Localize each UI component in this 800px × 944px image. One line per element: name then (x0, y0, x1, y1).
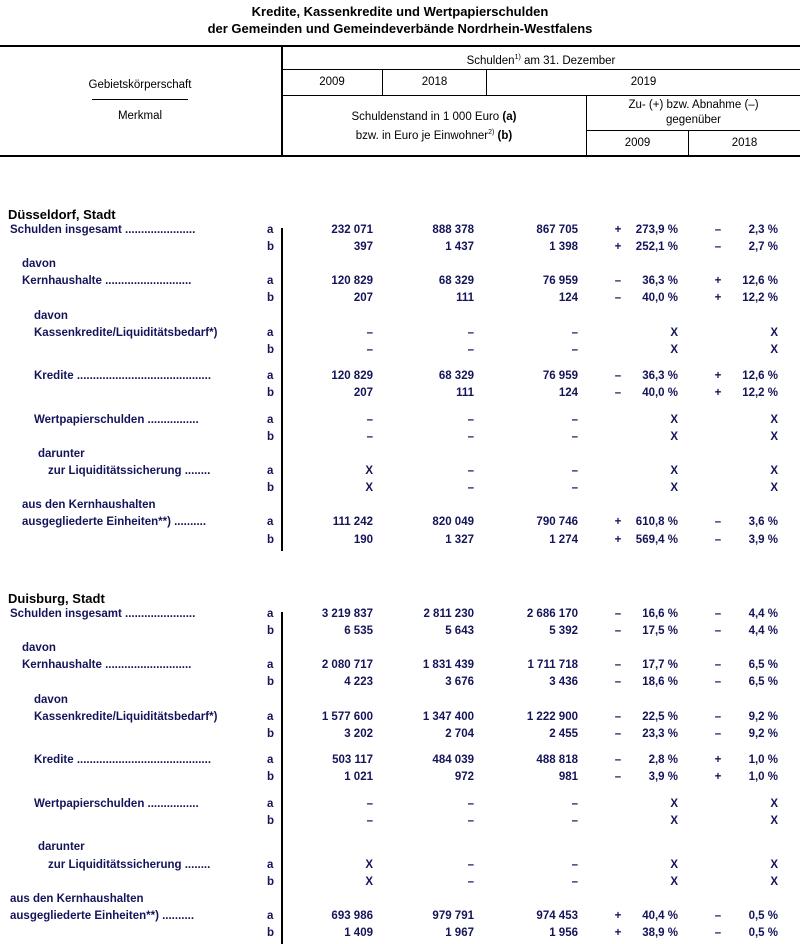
change-2018: X (770, 875, 778, 888)
value-2009: – (366, 814, 373, 827)
value-2019: – (571, 413, 578, 426)
value-2018: 820 049 (432, 516, 474, 529)
value-2018: – (467, 814, 474, 827)
row-ab-marker: b (267, 482, 275, 495)
change-2009: 36,3 % (642, 275, 678, 288)
row-label: Kernhaushalte ........................... (22, 659, 192, 672)
value-2019: 2 455 (549, 727, 578, 740)
change-2018: X (770, 430, 778, 443)
change-2018: 2,3 % (748, 224, 778, 236)
value-2009: – (366, 413, 373, 426)
header-schuldenstand-line2: bzw. in Euro je Einwohner$^{2)}$ (b) (355, 129, 513, 142)
header-change-line2: gegenüber (666, 114, 721, 126)
value-2019: 1 956 (549, 926, 578, 939)
row-label: Kassenkredite/Liquiditätsbedarf*) (34, 710, 218, 723)
change-sign-2009: – (614, 754, 622, 767)
change-sign-2009: – (614, 387, 622, 400)
value-2019: 124 (558, 292, 578, 305)
change-sign-2009: – (614, 370, 622, 383)
value-2009: 6 535 (344, 625, 373, 638)
change-sign-2009: + (614, 909, 622, 922)
row-ab-marker: b (267, 625, 275, 638)
row-ab-marker: a (267, 858, 274, 871)
change-sign-2009: + (614, 926, 622, 939)
header-merkmal: Merkmal (117, 110, 163, 122)
value-2019: 974 453 (536, 909, 578, 922)
row-ab-marker: a (267, 659, 274, 672)
change-2018: 9,2 % (748, 727, 778, 740)
row-ab-marker: b (267, 241, 275, 254)
header-schuldenstand-line1: Schuldenstand in 1 000 Euro (a) (351, 111, 517, 123)
change-2018: 1,0 % (748, 754, 778, 767)
value-2019: – (571, 343, 578, 356)
row-ab-marker: a (267, 370, 274, 383)
change-2018: X (770, 326, 778, 339)
row-ab-marker: b (267, 387, 275, 400)
value-2019: 3 436 (549, 676, 578, 689)
table-title-line1: Kredite, Kassenkredite und Wertpapierschulden (251, 4, 549, 19)
row-label: Wertpapierschulden ................ (34, 413, 199, 426)
value-2009: 1 409 (344, 926, 373, 939)
header-gebietskoerperschaft: Gebietskörperschaft (88, 79, 192, 91)
value-2009: 190 (353, 533, 373, 546)
value-2018: 68 329 (438, 275, 474, 288)
value-2019: 1 222 900 (526, 710, 578, 723)
value-2018: 3 676 (445, 676, 474, 689)
change-sign-2009: + (614, 533, 622, 546)
row-ab-marker: b (267, 875, 275, 888)
value-2018: 1 437 (445, 241, 474, 254)
header-change-2018: 2018 (731, 137, 758, 149)
value-2019: 867 705 (536, 224, 578, 236)
change-2009: X (670, 875, 678, 888)
value-2018: 1 831 439 (422, 659, 474, 672)
row-ab-marker: a (267, 797, 274, 810)
row-ab-marker: a (267, 326, 274, 339)
row-label: Kredite .......................................... (34, 370, 212, 383)
value-2019: – (571, 326, 578, 339)
change-sign-2018: – (714, 516, 722, 529)
change-sign-2018: + (714, 370, 722, 383)
section-vertical-rule (281, 612, 283, 944)
value-2018: – (467, 797, 474, 810)
row-label: aus den Kernhaushalten (10, 892, 144, 905)
row-ab-marker: a (267, 224, 274, 236)
value-2018: 1 327 (445, 533, 474, 546)
row-label: davon (34, 309, 68, 322)
value-2009: X (365, 482, 373, 495)
value-2009: 207 (353, 387, 373, 400)
value-2018: – (467, 343, 474, 356)
header-year-2019: 2019 (630, 76, 657, 88)
change-2009: X (670, 858, 678, 871)
value-2019: 76 959 (542, 370, 578, 383)
change-sign-2018: – (714, 625, 722, 638)
header-rule-years (282, 95, 800, 96)
row-ab-marker: b (267, 430, 275, 443)
change-2018: 0,5 % (748, 909, 778, 922)
change-sign-2018: – (714, 224, 722, 236)
value-2018: – (467, 430, 474, 443)
value-2018: 111 (456, 292, 474, 305)
row-label: zur Liquiditätssicherung ........ (48, 465, 211, 478)
value-2009: X (365, 875, 373, 888)
change-2009: 22,5 % (642, 710, 678, 723)
change-2018: 6,5 % (748, 676, 778, 689)
change-2009: 252,1 % (635, 241, 678, 254)
row-label: Kassenkredite/Liquiditätsbedarf*) (34, 326, 218, 339)
change-2009: 16,6 % (642, 608, 678, 620)
row-ab-marker: b (267, 292, 275, 305)
value-2018: 2 811 230 (423, 608, 474, 620)
change-sign-2009: – (614, 771, 622, 784)
value-2009: 2 080 717 (321, 659, 373, 672)
change-sign-2009: – (614, 608, 622, 620)
row-label: ausgegliederte Einheiten**) .......... (10, 909, 195, 922)
change-sign-2018: + (714, 771, 722, 784)
value-2018: 1 347 400 (422, 710, 474, 723)
change-2018: 12,2 % (742, 292, 778, 305)
row-label: davon (34, 693, 68, 706)
value-2009: – (366, 430, 373, 443)
value-2019: – (571, 875, 578, 888)
row-label: Wertpapierschulden ................ (34, 797, 199, 810)
header-top-rule (0, 45, 800, 47)
row-ab-marker: b (267, 343, 275, 356)
change-2009: 40,4 % (642, 909, 678, 922)
row-ab-marker: a (267, 413, 274, 426)
change-2018: 3,6 % (748, 516, 778, 529)
header-rule-change (586, 130, 800, 131)
change-2009: 17,7 % (642, 659, 678, 672)
value-2018: – (467, 875, 474, 888)
value-2019: 790 746 (536, 516, 578, 529)
change-2018: 4,4 % (748, 608, 778, 620)
change-2009: 2,8 % (648, 754, 678, 767)
header-rule-schulden (282, 69, 800, 70)
change-sign-2018: + (714, 387, 722, 400)
change-2009: X (670, 814, 678, 827)
change-sign-2009: – (614, 625, 622, 638)
change-sign-2018: – (714, 710, 722, 723)
value-2018: – (467, 482, 474, 495)
value-2018: 979 791 (432, 909, 474, 922)
value-2019: 124 (558, 387, 578, 400)
header-change-2009: 2009 (624, 137, 651, 149)
row-ab-marker: a (267, 710, 274, 723)
change-sign-2009: – (614, 710, 622, 723)
change-2018: 1,0 % (748, 771, 778, 784)
change-2009: 38,9 % (642, 926, 678, 939)
header-bottom-rule (0, 155, 800, 157)
change-sign-2009: – (614, 659, 622, 672)
change-sign-2009: + (614, 224, 622, 236)
change-sign-2018: – (714, 608, 722, 620)
change-2018: 3,9 % (748, 533, 778, 546)
change-2018: X (770, 413, 778, 426)
row-label: Kernhaushalte ........................... (22, 275, 192, 288)
value-2019: 5 392 (549, 625, 578, 638)
value-2009: 1 577 600 (321, 710, 373, 723)
value-2018: 5 643 (445, 625, 474, 638)
change-2009: 36,3 % (642, 370, 678, 383)
row-ab-marker: b (267, 676, 275, 689)
change-2009: 569,4 % (635, 533, 678, 546)
header-year-2018: 2018 (421, 76, 448, 88)
value-2018: 68 329 (438, 370, 474, 383)
value-2018: – (467, 413, 474, 426)
value-2019: 488 818 (536, 754, 578, 767)
change-2009: 40,0 % (642, 387, 678, 400)
value-2018: 111 (456, 387, 474, 400)
change-2018: 4,4 % (748, 625, 778, 638)
change-2009: 40,0 % (642, 292, 678, 305)
row-label: davon (22, 258, 56, 271)
change-sign-2018: – (714, 727, 722, 740)
value-2018: 2 704 (445, 727, 474, 740)
change-2009: 17,5 % (642, 625, 678, 638)
value-2009: 207 (353, 292, 373, 305)
value-2009: 232 071 (331, 224, 373, 236)
value-2018: – (467, 858, 474, 871)
value-2019: – (571, 482, 578, 495)
change-sign-2018: – (714, 241, 722, 254)
change-2009: X (670, 797, 678, 810)
value-2009: X (365, 465, 373, 478)
header-schulden-am: Schulden$^{1)}$ am 31. Dezember (466, 54, 616, 67)
change-sign-2018: + (714, 275, 722, 288)
value-2018: – (467, 465, 474, 478)
value-2019: 1 711 718 (527, 659, 578, 672)
table-title-line2: der Gemeinden und Gemeindeverbände Nordrhein-Westfalens (207, 21, 593, 36)
row-ab-marker: b (267, 533, 275, 546)
value-2009: 120 829 (331, 370, 373, 383)
change-2009: X (670, 413, 678, 426)
value-2009: 4 223 (344, 676, 373, 689)
change-2018: X (770, 814, 778, 827)
row-label: zur Liquiditätssicherung ........ (48, 858, 211, 871)
row-label: Schulden insgesamt ...................... (10, 608, 196, 620)
row-label: Schulden insgesamt ...................... (10, 224, 196, 236)
value-2009: 111 242 (332, 516, 373, 529)
change-2018: X (770, 797, 778, 810)
change-2018: 2,7 % (748, 241, 778, 254)
change-2018: 9,2 % (748, 710, 778, 723)
row-ab-marker: b (267, 771, 275, 784)
value-2019: – (571, 858, 578, 871)
change-sign-2018: – (714, 659, 722, 672)
row-label: darunter (38, 841, 85, 854)
value-2018: 484 039 (432, 754, 474, 767)
value-2009: – (366, 343, 373, 356)
change-2018: 12,2 % (742, 387, 778, 400)
value-2009: 3 219 837 (321, 608, 373, 620)
change-2018: X (770, 465, 778, 478)
row-ab-marker: a (267, 754, 274, 767)
value-2019: 981 (558, 771, 578, 784)
row-ab-marker: a (267, 909, 274, 922)
value-2019: 1 398 (549, 241, 578, 254)
value-2009: 693 986 (331, 909, 373, 922)
row-ab-marker: b (267, 727, 275, 740)
value-2009: 503 117 (332, 754, 373, 767)
section-title: Duisburg, Stadt (8, 591, 105, 606)
header-gebiet-underline (92, 99, 188, 100)
change-2009: 3,9 % (648, 771, 678, 784)
value-2019: 1 274 (549, 533, 578, 546)
change-2009: X (670, 430, 678, 443)
change-2018: 6,5 % (748, 659, 778, 672)
row-label: Kredite .......................................... (34, 754, 212, 767)
change-sign-2018: + (714, 754, 722, 767)
value-2018: 888 378 (432, 224, 474, 236)
section-title: Düsseldorf, Stadt (8, 207, 116, 222)
change-2009: X (670, 326, 678, 339)
value-2018: 1 967 (445, 926, 474, 939)
change-2009: X (670, 343, 678, 356)
row-label: darunter (38, 448, 85, 460)
change-2009: X (670, 465, 678, 478)
change-2018: 12,6 % (742, 370, 778, 383)
change-sign-2009: – (614, 676, 622, 689)
value-2019: – (571, 797, 578, 810)
change-2018: 0,5 % (748, 926, 778, 939)
value-2009: – (366, 326, 373, 339)
change-2018: X (770, 343, 778, 356)
change-2018: X (770, 482, 778, 495)
row-label: aus den Kernhaushalten (22, 499, 156, 512)
value-2009: 3 202 (344, 727, 373, 740)
value-2019: – (571, 814, 578, 827)
value-2019: 76 959 (542, 275, 578, 288)
row-ab-marker: a (267, 275, 274, 288)
header-year-2009: 2009 (319, 76, 345, 88)
change-2018: 12,6 % (742, 275, 778, 288)
change-sign-2009: + (614, 241, 622, 254)
row-ab-marker: a (267, 608, 274, 620)
value-2009: 1 021 (344, 771, 373, 784)
change-sign-2018: – (714, 909, 722, 922)
change-2009: 610,8 % (635, 516, 678, 529)
value-2019: 2 686 170 (526, 608, 578, 620)
change-sign-2009: – (614, 292, 622, 305)
value-2009: 397 (353, 241, 373, 254)
row-ab-marker: a (267, 516, 274, 529)
change-sign-2018: – (714, 676, 722, 689)
value-2019: – (571, 465, 578, 478)
section-vertical-rule (281, 228, 283, 551)
change-sign-2009: – (614, 727, 622, 740)
change-sign-2009: – (614, 275, 622, 288)
change-2009: X (670, 482, 678, 495)
row-label: davon (22, 642, 56, 655)
change-2009: 23,3 % (642, 727, 678, 740)
change-2018: X (770, 858, 778, 871)
change-sign-2018: – (714, 926, 722, 939)
row-ab-marker: a (267, 465, 274, 478)
change-sign-2018: + (714, 292, 722, 305)
value-2009: 120 829 (331, 275, 373, 288)
row-label: ausgegliederte Einheiten**) .......... (22, 516, 207, 529)
row-ab-marker: b (267, 814, 275, 827)
value-2018: 972 (454, 771, 474, 784)
change-2009: 273,9 % (635, 224, 678, 236)
change-2009: 18,6 % (642, 676, 678, 689)
header-change-line1: Zu- (+) bzw. Abnahme (–) (628, 99, 759, 111)
value-2019: – (571, 430, 578, 443)
change-sign-2009: + (614, 516, 622, 529)
row-ab-marker: b (267, 926, 275, 939)
value-2018: – (467, 326, 474, 339)
value-2009: X (365, 858, 373, 871)
change-sign-2018: – (714, 533, 722, 546)
value-2009: – (366, 797, 373, 810)
